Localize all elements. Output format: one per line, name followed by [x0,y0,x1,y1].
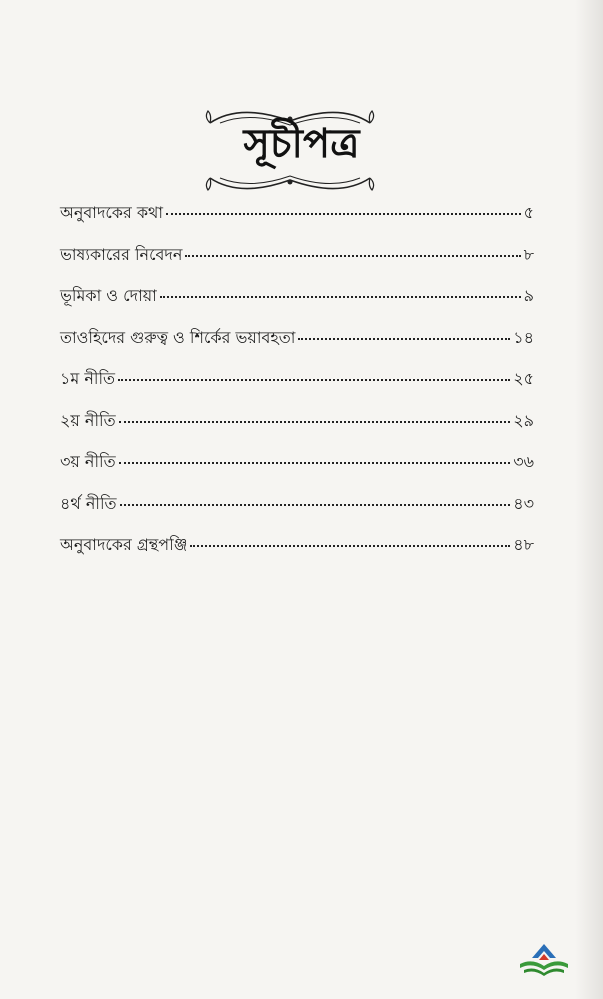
toc-entry-title: ভাষ্যকারের নিবেদন [60,244,183,264]
toc-entry-page: ৪৮ [513,535,534,554]
toc-entry-title: ৩য় নীতি [60,452,116,471]
toc-entry[interactable] [60,368,534,410]
toc-dot-leader [190,545,510,547]
toc-entry-title: ১ম নীতি [60,369,116,388]
toc-entry-title: ভূমিকা ও দোয়া [60,286,157,305]
toc-entry-page: ১৪ [513,327,534,347]
toc-entry[interactable] [60,451,534,493]
toc-dot-leader [185,255,520,257]
toc-entry-page: ২৯ [513,410,534,430]
toc-entry-title: তাওহিদের গুরুত্ব ও শির্কের ভয়াবহতা [60,327,296,347]
toc-entry-title: ২য় নীতি [60,410,116,430]
toc-entry-page: ৯ [523,286,534,305]
toc-entry-title: অনুবাদকের কথা [60,203,164,222]
table-of-contents [60,202,534,576]
toc-dot-leader [119,462,511,464]
toc-entry-title: অনুবাদকের গ্রন্থপঞ্জি [60,535,188,554]
toc-entry[interactable] [60,493,534,535]
toc-entry-page: ৪৩ [513,493,534,513]
toc-dot-leader [119,421,511,423]
toc-entry-page: ৮ [523,244,534,264]
toc-dot-leader [160,296,521,298]
toc-entry-title: ৪র্থ নীতি [60,493,117,513]
toc-entry[interactable] [60,534,534,576]
toc-entry-page: ৩৬ [513,452,534,471]
publisher-logo-icon [516,940,572,980]
page-title: সূচীপত্র [243,120,360,167]
toc-dot-leader [118,379,510,381]
toc-entry-page: ২৫ [513,369,534,388]
toc-entry[interactable] [60,327,534,369]
toc-entry-page: ৫ [523,203,534,222]
toc-entry[interactable] [60,244,534,286]
toc-dot-leader [298,338,510,340]
toc-dot-leader [120,504,511,506]
toc-dot-leader [166,213,521,215]
toc-entry[interactable] [60,410,534,452]
toc-entry[interactable] [60,202,534,244]
toc-entry[interactable] [60,285,534,327]
